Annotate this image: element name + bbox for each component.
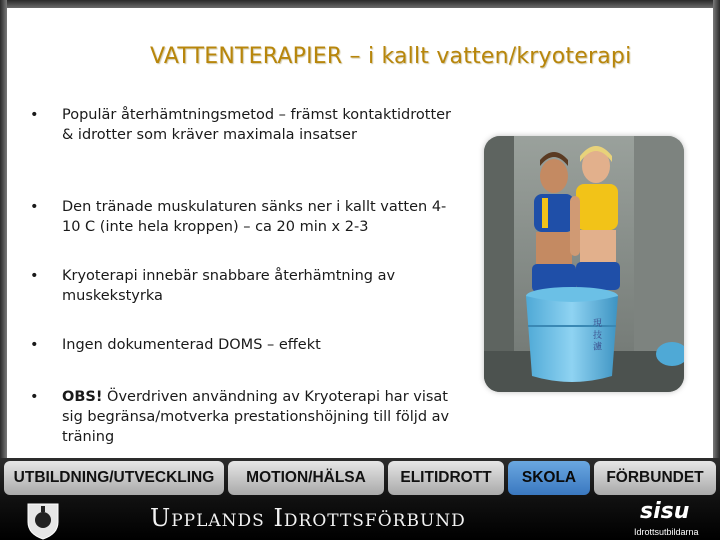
bullet-marker: • [30,268,39,284]
athlete-right-torso [580,230,616,262]
tab-motion-halsa[interactable]: MOTION/HÄLSA [228,461,384,495]
bullet-marker: • [30,389,39,405]
tab-elitidrott[interactable]: ELITIDROTT [388,461,504,495]
bullet-text: Den tränade muskulaturen sänks ner i kallt vatten 4-10 C (inte hela kroppen) – ca 20 min x 2-3 [62,199,447,235]
bullet-text [62,387,462,447]
two-athletes-in-ice-bath-photo [484,136,684,392]
frame-right-border [713,0,720,460]
organization-name: Upplands Idrottsförbund [150,504,466,532]
athlete-left-stripe [542,198,548,228]
bullet-text: Populär återhämtningsmetod – främst kontaktidrotter & idrotter som kräver maximala insatser [62,107,452,143]
bullet-text: Kryoterapi innebär snabbare återhämtning av muskekstyrka [62,268,396,304]
bullet-lead: OBS! [62,389,103,405]
photo-illustration [484,136,684,392]
footer [0,498,720,540]
bullet-text: Ingen dokumenterad DOMS – effekt [62,337,321,353]
athlete-left-head [540,159,568,193]
sisu-logo [632,499,712,539]
bullet-marker: • [30,107,39,123]
bullet-body: Överdriven användning av Kryoterapi har visat sig begränsa/motverka prestationshöjning till följd av träning [62,389,450,445]
tab-forbundet[interactable]: FÖRBUNDET [594,461,716,495]
tab-skola[interactable]: SKOLA [508,461,590,495]
athlete-left-top [534,194,574,232]
bullet-marker: • [30,337,39,353]
barrel-label: 現 技 濾 [591,318,601,351]
sisu-brand: sisu [640,499,690,524]
slide-title: VATTENTERAPIER – i kallt vatten/kryoterapi [150,44,632,69]
section-nav [0,458,720,498]
athlete-right-shorts [576,262,620,290]
sisu-subtitle: Idrottsutbildarna [634,527,699,537]
athlete-right-top [576,184,618,230]
athlete-left-torso [536,232,572,264]
ice-barrel [526,296,618,382]
athlete-arm [570,196,580,256]
frame-top-border [0,0,720,8]
bullet-marker: • [30,199,39,215]
crest-icon [24,500,62,540]
frame-left-border [0,0,7,460]
tab-utbildning-utveckling[interactable]: UTBILDNING/UTVECKLING [4,461,224,495]
